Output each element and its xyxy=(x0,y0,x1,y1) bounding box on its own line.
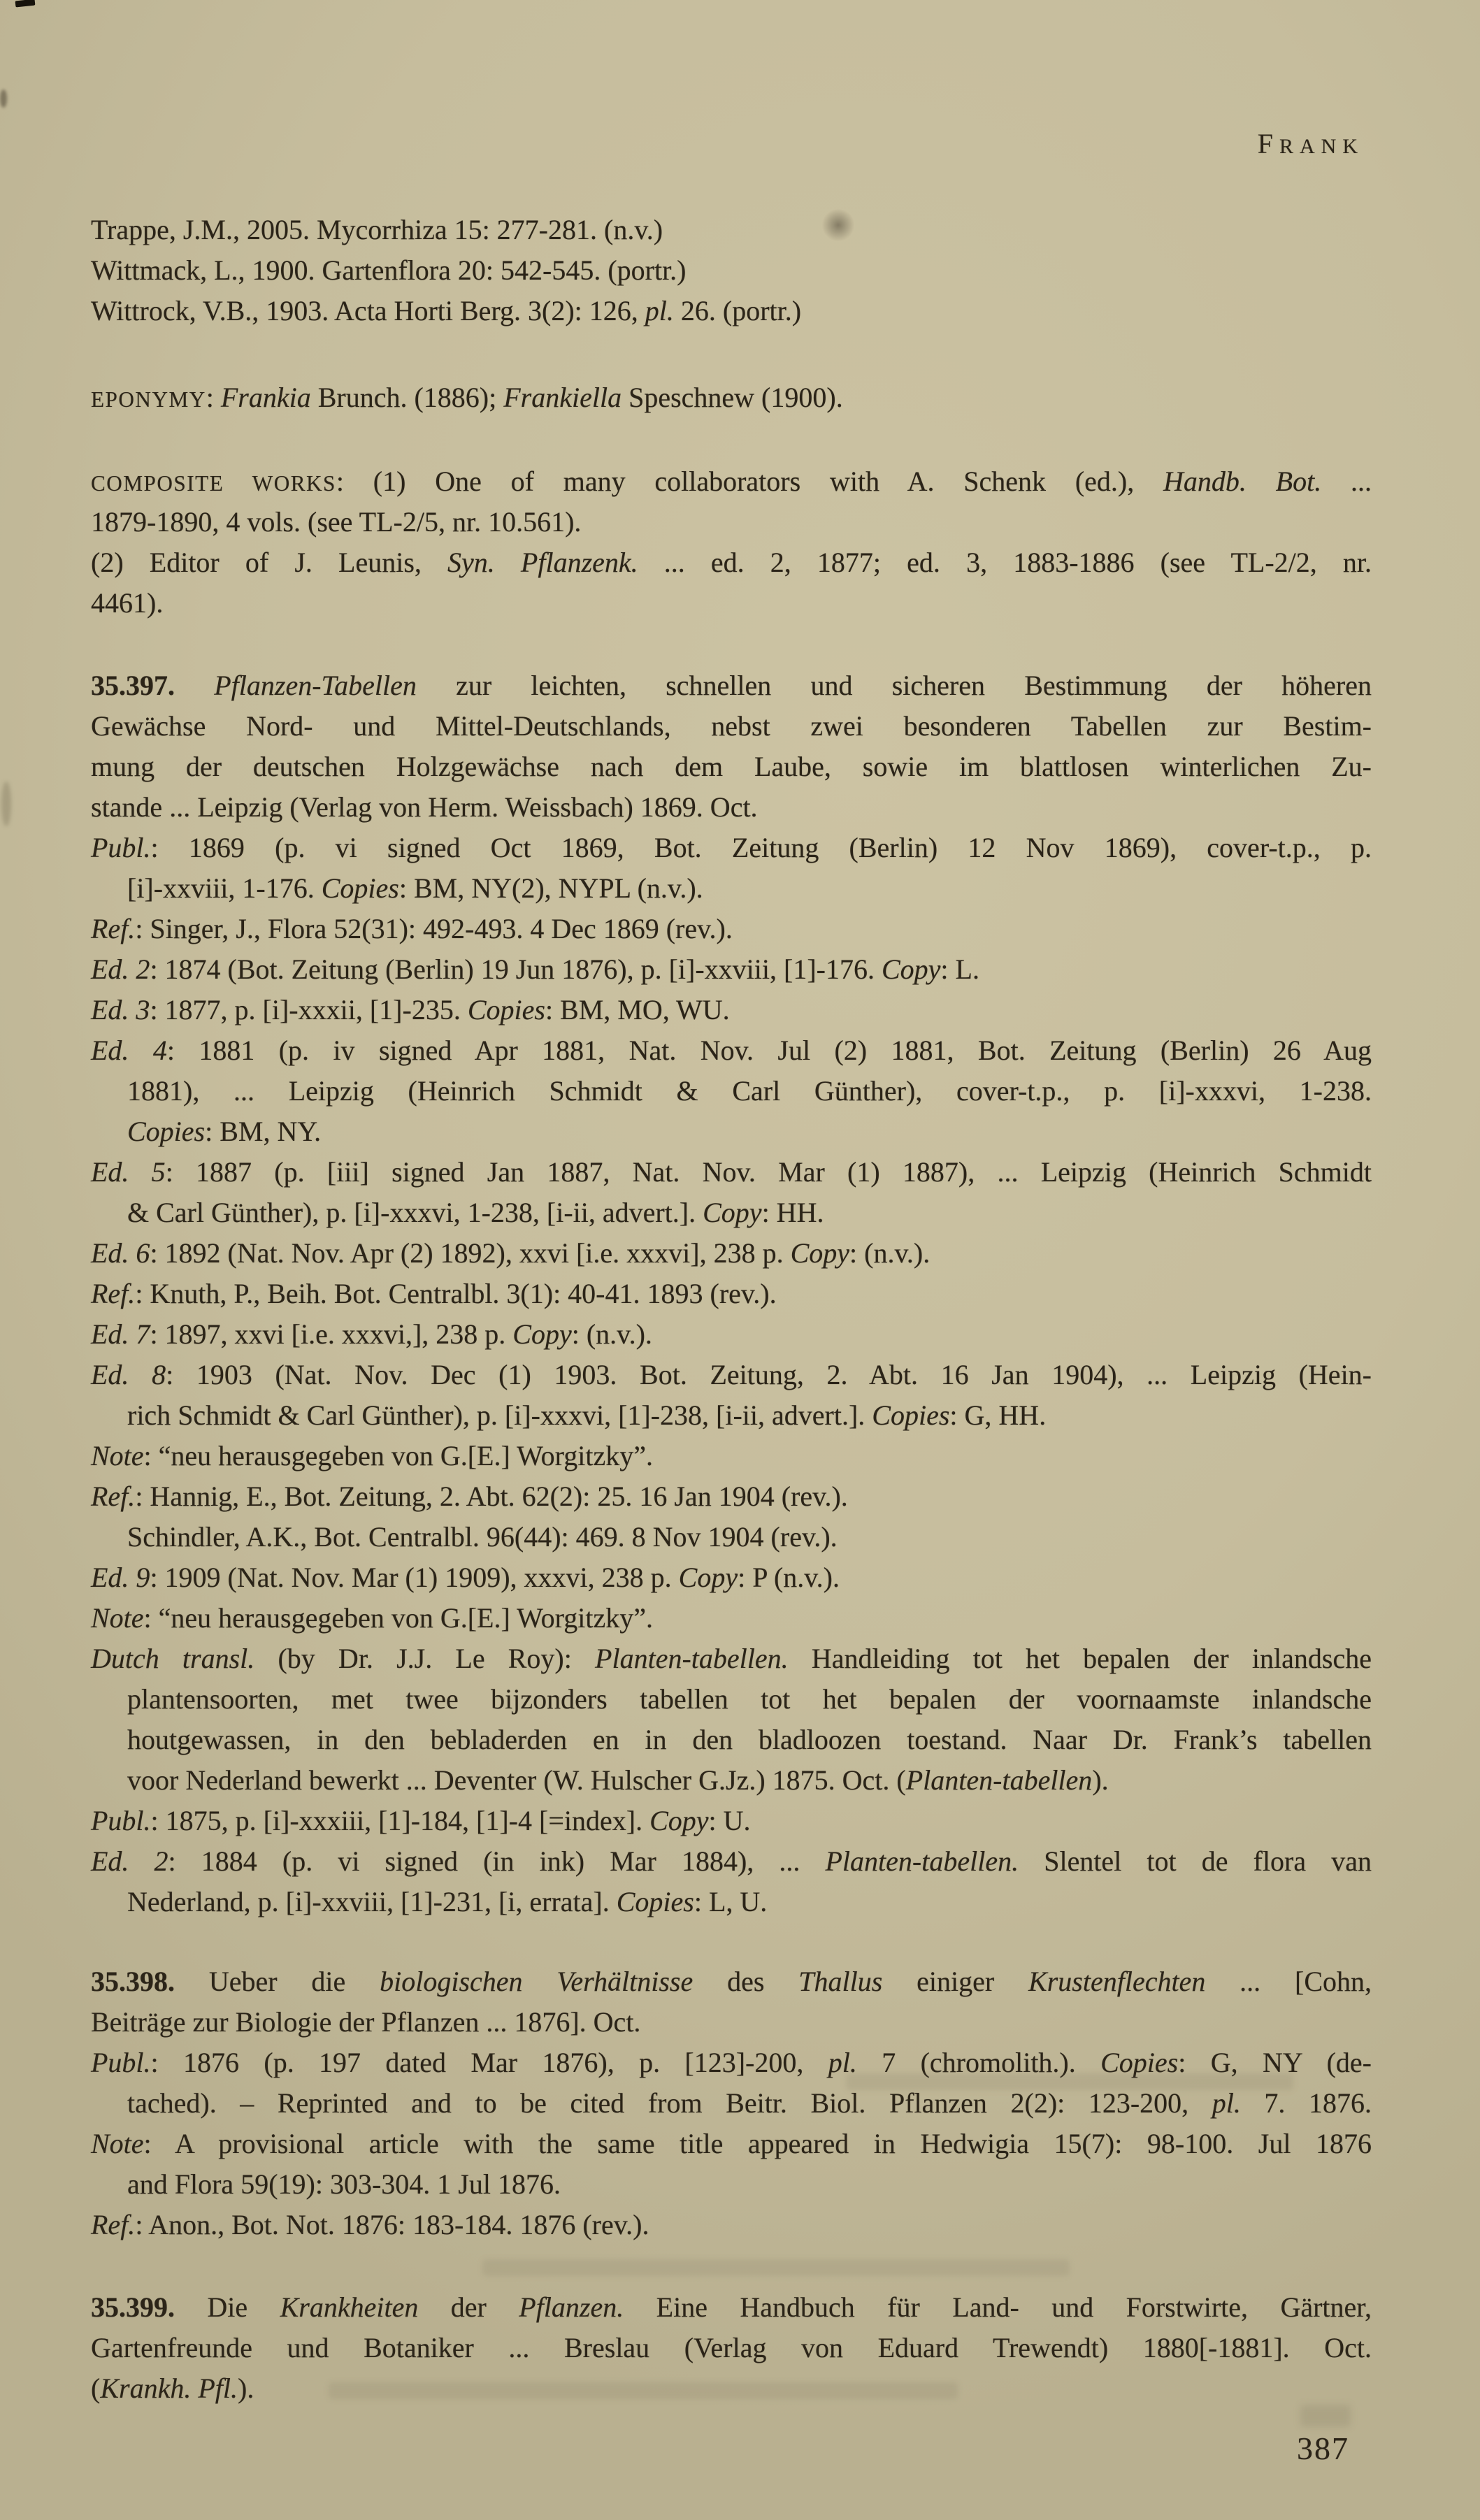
text-segment: Planten-tabellen. xyxy=(825,1845,1019,1877)
text-segment: Copies xyxy=(1100,2047,1179,2078)
text-segment: : 1874 (Bot. Zeitung (Berlin) 19 Jun 1876), p. [i]-xxviii, [1]-176. xyxy=(150,953,882,985)
text-segment: pl. xyxy=(1212,2087,1241,2119)
text-segment: voor Nederland bewerkt ... Deventer (W. Hulscher G.Jz.) 1875. Oct. ( xyxy=(127,1764,906,1796)
text-segment: : A provisional article with the same title appeared in Hedwigia 15(7): 98-100. Jul 1876 xyxy=(143,2128,1372,2159)
text-segment: Publ. xyxy=(91,1805,151,1836)
text-segment: : 1877, p. [i]-xxxii, [1]-235. xyxy=(150,994,468,1025)
text-segment: Ref. xyxy=(91,2209,136,2240)
text-segment: (by Dr. J.J. Le Roy): xyxy=(254,1643,596,1674)
text-line xyxy=(91,291,1372,331)
text-line xyxy=(91,706,1372,747)
text-segment: Ref. xyxy=(91,1278,136,1309)
text-line xyxy=(91,1111,1372,1152)
text-line xyxy=(91,2205,1372,2245)
text-segment: houtgewassen, in den bebladerden en in den bladloozen toestand. Naar Dr. Frank’s tabellen xyxy=(127,1724,1372,1755)
text-segment: Beiträge zur Biologie der Pflanzen ... 1876]. Oct. xyxy=(91,2006,641,2038)
text-segment: Copy xyxy=(678,1562,738,1593)
text-segment: Ueber die xyxy=(208,1966,380,1997)
text-segment: Copy xyxy=(512,1318,572,1350)
text-segment: ... xyxy=(1321,466,1372,497)
text-segment: ( xyxy=(91,2373,101,2404)
text-segment: ... ed. 2, 1877; ed. 3, 1883-1886 (see TL-2/2, nr. xyxy=(638,547,1372,578)
page-number: 387 xyxy=(1297,2431,1349,2466)
text-segment: Frankia xyxy=(220,382,311,413)
portrait-references xyxy=(91,210,1372,331)
text-segment: : 1875, p. [i]-xxxiii, [1]-184, [1]-4 [=index]. xyxy=(150,1805,650,1836)
text-segment: : 1897, xxvi [i.e. xxxvi,], 238 p. xyxy=(150,1318,513,1350)
text-segment: 26. (portr.) xyxy=(673,295,802,326)
text-segment: : 1869 (p. vi signed Oct 1869, Bot. Zeitung (Berlin) 12 Nov 1869), cover-t.p., p. xyxy=(150,832,1372,863)
text-segment: pl. xyxy=(828,2047,857,2078)
text-segment: ). xyxy=(238,2373,254,2404)
text-line xyxy=(91,1314,1372,1355)
text-line xyxy=(91,2083,1372,2124)
text-segment: 35.399. xyxy=(91,2291,208,2323)
text-segment: : 1903 (Nat. Nov. Dec (1) 1903. Bot. Zeitung, 2. Abt. 16 Jan 1904), ... Leipzig (Hein- xyxy=(166,1359,1372,1390)
text-segment: Trappe, J.M., 2005. Mycorrhiza 15: 277-281. (n.v.) xyxy=(91,214,663,245)
text-segment: EPONYMY xyxy=(91,387,206,412)
text-segment: Copies xyxy=(127,1116,206,1147)
text-line xyxy=(91,377,1372,418)
text-line xyxy=(91,1720,1372,1760)
text-line xyxy=(91,2002,1372,2043)
text-segment: Krankheiten xyxy=(280,2291,419,2323)
text-line xyxy=(91,1193,1372,1233)
text-segment: mung der deutschen Holzgewächse nach dem Laube, sowie im blattlosen winterlichen Zu- xyxy=(91,751,1372,782)
text-column xyxy=(91,0,1372,2520)
entry-35-399 xyxy=(91,2287,1372,2409)
text-segment: : xyxy=(206,382,221,413)
text-segment: Publ. xyxy=(91,832,151,863)
text-line xyxy=(91,2124,1372,2164)
text-segment: Syn. Pflanzenk. xyxy=(447,547,638,578)
text-segment: : G, NY (de- xyxy=(1178,2047,1372,2078)
text-segment: : BM, MO, WU. xyxy=(545,994,730,1025)
text-segment: Planten-tabellen. xyxy=(595,1643,789,1674)
text-segment: Publ. xyxy=(91,2047,151,2078)
text-line xyxy=(91,250,1372,291)
text-segment: COMPOSITE WORKS xyxy=(91,471,336,496)
text-segment: Pflanzen. xyxy=(519,2291,624,2323)
text-line xyxy=(91,2043,1372,2083)
text-segment: Ed. 2 xyxy=(91,953,150,985)
text-line xyxy=(91,665,1372,706)
text-line xyxy=(91,868,1372,909)
text-line xyxy=(91,747,1372,787)
text-line xyxy=(91,828,1372,868)
text-segment: Handb. Bot. xyxy=(1163,466,1322,497)
text-segment: : P (n.v.). xyxy=(738,1562,840,1593)
text-segment: : 1887 (p. [iii] signed Jan 1887, Nat. Nov. Mar (1) 1887), ... Leipzig (Heinrich Schmidt xyxy=(165,1156,1372,1188)
text-segment: ... [Cohn, xyxy=(1205,1966,1372,1997)
text-segment: Krustenflechten xyxy=(1028,1966,1206,1997)
text-segment: (2) Editor of J. Leunis, xyxy=(91,547,448,578)
text-segment: 7. 1876. xyxy=(1240,2087,1372,2119)
text-line xyxy=(91,502,1372,542)
text-segment: der xyxy=(418,2291,519,2323)
text-line xyxy=(91,1882,1372,1922)
text-line xyxy=(91,909,1372,949)
text-segment: Ed. 5 xyxy=(91,1156,166,1188)
text-segment: Frankiella xyxy=(503,382,622,413)
text-line xyxy=(91,1436,1372,1476)
text-segment: ). xyxy=(1092,1764,1109,1796)
text-segment: : 1892 (Nat. Nov. Apr (2) 1892), xxvi [i.e. xxxvi], 238 p. xyxy=(150,1237,791,1269)
text-segment: : 1884 (p. vi signed (in ink) Mar 1884), ... xyxy=(168,1845,826,1877)
text-segment: Ref. xyxy=(91,1481,136,1512)
text-segment: Copy xyxy=(881,953,941,985)
text-segment: Copy xyxy=(703,1197,762,1228)
text-segment: Brunch. (1886); xyxy=(310,382,504,413)
text-segment: des xyxy=(693,1966,799,1997)
text-segment: : (1) One of many collaborators with A. Schenk (ed.), xyxy=(336,466,1164,497)
text-line xyxy=(91,1476,1372,1517)
text-segment: 35.398. xyxy=(91,1966,209,1997)
text-line xyxy=(91,1961,1372,2002)
text-line xyxy=(91,1233,1372,1274)
text-segment: [i]-xxviii, 1-176. xyxy=(127,872,322,904)
text-line xyxy=(91,1679,1372,1720)
text-segment: : BM, NY(2), NYPL (n.v.). xyxy=(398,872,703,904)
scan-speck-artifact xyxy=(15,0,36,7)
text-segment: : “neu herausgegeben von G.[E.] Worgitzky”. xyxy=(143,1440,653,1471)
text-segment: Ed. 8 xyxy=(91,1359,166,1390)
text-line xyxy=(91,1760,1372,1801)
text-segment: Die xyxy=(207,2291,280,2323)
running-head-rest: RANK xyxy=(1279,135,1364,158)
text-segment: Slentel tot de flora van xyxy=(1019,1845,1372,1877)
text-segment: stande ... Leipzig (Verlag von Herm. Weissbach) 1869. Oct. xyxy=(91,791,758,823)
text-segment: Ed. 9 xyxy=(91,1562,150,1593)
text-segment: Krankh. Pfl. xyxy=(100,2373,238,2404)
text-segment: plantensoorten, met twee bijzonders tabellen tot het bepalen der voornaamste inlandsche xyxy=(127,1683,1372,1715)
text-segment: : 1881 (p. iv signed Apr 1881, Nat. Nov. Jul (2) 1881, Bot. Zeitung (Berlin) 26 Aug xyxy=(166,1035,1372,1066)
text-segment: : BM, NY. xyxy=(205,1116,322,1147)
text-segment: Copies xyxy=(321,872,399,904)
text-segment: Thallus xyxy=(798,1966,883,1997)
text-segment: Ref. xyxy=(91,913,136,944)
text-segment: : Knuth, P., Beih. Bot. Centralbl. 3(1): 40-41. 1893 (rev.). xyxy=(135,1278,777,1309)
text-segment: : 1876 (p. 197 dated Mar 1876), p. [123]-200, xyxy=(150,2047,828,2078)
text-segment: biologischen Verhältnisse xyxy=(380,1966,694,1997)
text-line xyxy=(91,2287,1372,2328)
text-segment: Schindler, A.K., Bot. Centralbl. 96(44): 469. 8 Nov 1904 (rev.). xyxy=(127,1521,838,1553)
text-line xyxy=(91,1071,1372,1111)
text-segment: : (n.v.). xyxy=(849,1237,931,1269)
text-segment: pl. xyxy=(645,295,674,326)
text-line xyxy=(91,583,1372,624)
text-segment: Copies xyxy=(872,1399,950,1431)
text-line xyxy=(91,1557,1372,1598)
text-line xyxy=(91,461,1372,502)
text-line xyxy=(91,1030,1372,1071)
eponymy-section xyxy=(91,377,1372,418)
entry-35-397 xyxy=(91,665,1372,1922)
text-segment: 1881), ... Leipzig (Heinrich Schmidt & Carl Günther), cover-t.p., p. [i]-xxxvi, 1-238. xyxy=(127,1075,1372,1107)
text-segment: and Flora 59(19): 303-304. 1 Jul 1876. xyxy=(127,2168,561,2200)
text-segment: : L. xyxy=(940,953,979,985)
text-segment: einiger xyxy=(882,1966,1029,1997)
text-segment: : G, HH. xyxy=(949,1399,1047,1431)
text-segment: Ed. 7 xyxy=(91,1318,150,1350)
text-segment: Note xyxy=(91,2128,144,2159)
text-segment: Ed. 3 xyxy=(91,994,150,1025)
text-segment: : U. xyxy=(708,1805,751,1836)
text-segment: 4461). xyxy=(91,587,164,619)
text-segment: zur leichten, schnellen und sicheren Bestimmung der höheren xyxy=(416,670,1372,701)
text-segment: 1879-1890, 4 vols. (see TL-2/5, nr. 10.561). xyxy=(91,506,582,538)
text-segment: Copies xyxy=(616,1886,694,1917)
text-segment: Note xyxy=(91,1440,144,1471)
text-segment: : (n.v.). xyxy=(571,1318,652,1350)
text-segment: Ed. 4 xyxy=(91,1035,167,1066)
text-segment: tached). – Reprinted and to be cited from Beitr. Biol. Pflanzen 2(2): 123-200, xyxy=(127,2087,1212,2119)
text-line xyxy=(91,210,1372,250)
text-segment: Eine Handbuch für Land- und Forstwirte, Gärtner, xyxy=(624,2291,1372,2323)
scan-speck-artifact xyxy=(0,89,7,108)
text-segment: Gartenfreunde und Botaniker ... Breslau (Verlag von Eduard Trewendt) 1880[-1881]. Oct. xyxy=(91,2332,1372,2363)
text-line xyxy=(91,1639,1372,1679)
text-segment: Wittrock, V.B., 1903. Acta Horti Berg. 3(2): 126, xyxy=(91,295,645,326)
text-segment: : Hannig, E., Bot. Zeitung, 2. Abt. 62(2): 25. 16 Jan 1904 (rev.). xyxy=(135,1481,848,1512)
text-segment: Gewächse Nord- und Mittel-Deutschlands, nebst zwei besonderen Tabellen zur Bestim- xyxy=(91,710,1372,742)
text-segment: Note xyxy=(91,1602,144,1634)
text-line xyxy=(91,1395,1372,1436)
text-segment: Dutch transl. xyxy=(91,1643,255,1674)
text-line xyxy=(91,1841,1372,1882)
text-segment: Copies xyxy=(467,994,545,1025)
text-line xyxy=(91,1152,1372,1193)
text-segment: & Carl Günther), p. [i]-xxxvi, 1-238, [i-ii, advert.]. xyxy=(127,1197,703,1228)
text-segment: Pflanzen-Tabellen xyxy=(214,670,417,701)
text-segment: Ed. 6 xyxy=(91,1237,150,1269)
text-segment: Wittmack, L., 1900. Gartenflora 20: 542-545. (portr.) xyxy=(91,254,687,286)
text-segment: Handleiding tot het bepalen der inlandsche xyxy=(788,1643,1372,1674)
text-segment: : Anon., Bot. Not. 1876: 183-184. 1876 (rev.). xyxy=(135,2209,649,2240)
text-segment: Nederland, p. [i]-xxviii, [1]-231, [i, errata]. xyxy=(127,1886,617,1917)
text-segment: Ed. 2 xyxy=(91,1845,168,1877)
text-segment: 35.397. xyxy=(91,670,215,701)
text-segment: rich Schmidt & Carl Günther), p. [i]-xxxvi, [1]-238, [i-ii, advert.]. xyxy=(127,1399,872,1431)
text-line xyxy=(91,1517,1372,1557)
text-line xyxy=(91,2164,1372,2205)
text-line xyxy=(91,1355,1372,1395)
text-line xyxy=(91,949,1372,990)
text-line xyxy=(91,1801,1372,1841)
text-line xyxy=(91,787,1372,828)
text-line xyxy=(91,990,1372,1030)
text-segment: : “neu herausgegeben von G.[E.] Worgitzky”. xyxy=(143,1602,653,1634)
entry-35-398 xyxy=(91,1961,1372,2245)
text-segment: Speschnew (1900). xyxy=(622,382,843,413)
running-head-initial: F xyxy=(1257,128,1279,159)
text-segment: Planten-tabellen xyxy=(905,1764,1093,1796)
scan-mark-artifact xyxy=(1,782,11,826)
text-line xyxy=(91,542,1372,583)
text-segment: : 1909 (Nat. Nov. Mar (1) 1909), xxxvi, 238 p. xyxy=(150,1562,679,1593)
text-segment: Copy xyxy=(649,1805,709,1836)
text-line xyxy=(91,2328,1372,2368)
text-segment: : L, U. xyxy=(694,1886,768,1917)
text-segment: Copy xyxy=(790,1237,850,1269)
text-segment: 7 (chromolith.). xyxy=(856,2047,1101,2078)
text-segment: : HH. xyxy=(761,1197,824,1228)
text-line xyxy=(91,1274,1372,1314)
text-line xyxy=(91,2368,1372,2409)
text-segment: : Singer, J., Flora 52(31): 492-493. 4 Dec 1869 (rev.). xyxy=(135,913,733,944)
text-line xyxy=(91,1598,1372,1639)
composite-works-section xyxy=(91,461,1372,624)
